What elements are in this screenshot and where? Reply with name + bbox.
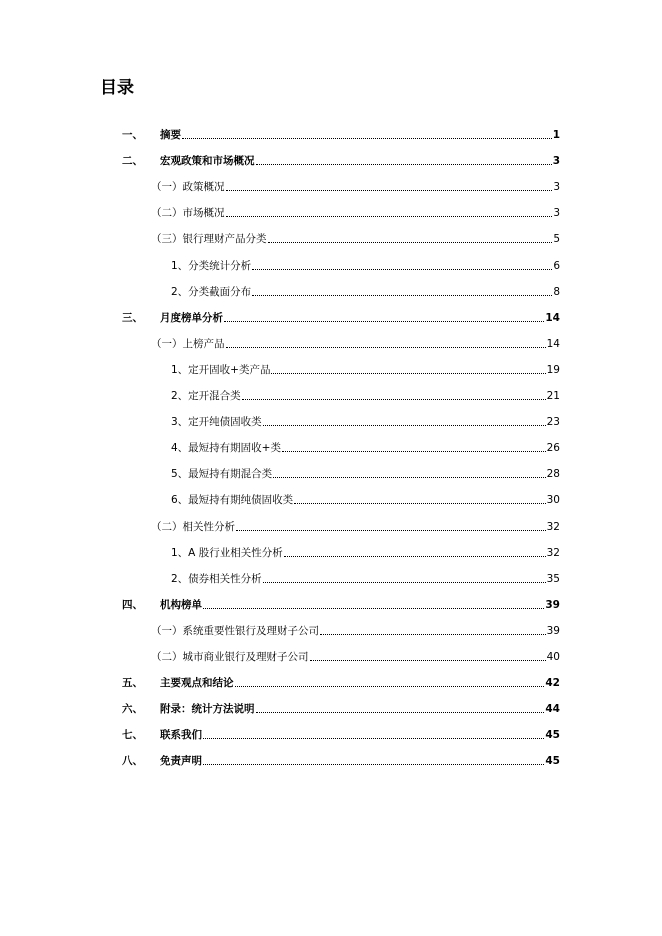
toc-entry-label: 1、定开固收+类产品	[171, 364, 271, 376]
toc-entry[interactable]	[171, 362, 560, 378]
toc-entry-label: 1、分类统计分析	[171, 260, 252, 272]
toc-entry[interactable]	[171, 284, 560, 300]
dot-leader	[203, 727, 544, 739]
dot-leader	[320, 623, 546, 635]
toc-entry-label: 1、A 股行业相关性分析	[171, 547, 283, 559]
toc-entry-label: （二）市场概况	[151, 207, 225, 219]
toc-entry-page: 42	[545, 677, 560, 689]
toc-entry-page: 3	[553, 181, 560, 193]
dot-leader	[256, 701, 545, 713]
toc-entry-page: 6	[553, 260, 560, 272]
toc-entry-label: （一）政策概况	[151, 181, 225, 193]
toc-entry[interactable]	[171, 440, 560, 456]
dot-leader	[226, 179, 553, 191]
toc-entry-label: （二）相关性分析	[151, 521, 235, 533]
toc-entry[interactable]	[171, 258, 560, 274]
toc-entry-number: 六、	[122, 703, 143, 715]
dot-leader	[273, 466, 545, 478]
toc-entry[interactable]	[151, 519, 560, 535]
toc-entry-label: （三）银行理财产品分类	[151, 233, 267, 245]
toc-entry-label: 2、分类截面分布	[171, 286, 252, 298]
dot-leader	[182, 127, 552, 139]
toc-entry-number: 一、	[122, 129, 143, 141]
toc-entry[interactable]	[151, 179, 560, 195]
toc-entry-page: 32	[546, 547, 560, 559]
toc-entry-label: 4、最短持有期固收+类	[171, 442, 281, 454]
toc-entry[interactable]	[171, 492, 560, 508]
toc-entry-page: 21	[546, 390, 560, 402]
toc-entry-label: 6、最短持有期纯债固收类	[171, 494, 294, 506]
toc-entry-page: 28	[546, 468, 560, 480]
toc-entry-number: 二、	[122, 155, 143, 167]
toc-entry-page: 32	[546, 521, 560, 533]
dot-leader	[284, 545, 546, 557]
toc-entry-label: 免责声明	[160, 755, 202, 767]
toc-entry-page: 40	[546, 651, 560, 663]
toc-entry-number: 四、	[122, 599, 143, 611]
dot-leader	[203, 753, 544, 765]
toc-entry-page: 3	[552, 155, 560, 167]
toc-entry[interactable]	[122, 675, 560, 691]
toc-entry-label: 附录：统计方法说明	[160, 703, 255, 715]
toc-entry[interactable]	[122, 753, 560, 769]
toc-entry-page: 19	[546, 364, 560, 376]
toc-entry-number: 五、	[122, 677, 143, 689]
dot-leader	[263, 571, 546, 583]
dot-leader	[203, 597, 544, 609]
toc-entry[interactable]	[122, 597, 560, 613]
toc-entry-label: 3、定开纯债固收类	[171, 416, 262, 428]
toc-entry-label: （一）上榜产品	[151, 338, 225, 350]
toc-entry[interactable]	[151, 336, 560, 352]
dot-leader	[294, 492, 545, 504]
toc-title: 目录	[100, 78, 134, 98]
toc-entry-page: 23	[546, 416, 560, 428]
dot-leader	[252, 284, 552, 296]
dot-leader	[236, 519, 546, 531]
toc-entry-page: 30	[546, 494, 560, 506]
toc-entry-label: 主要观点和结论	[160, 677, 234, 689]
toc-entry[interactable]	[151, 231, 560, 247]
toc-entry-label: 2、债券相关性分析	[171, 573, 262, 585]
toc-entry[interactable]	[122, 310, 560, 326]
dot-leader	[256, 153, 552, 165]
dot-leader	[263, 414, 546, 426]
toc-entry[interactable]	[151, 623, 560, 639]
dot-leader	[310, 649, 546, 661]
toc-entry[interactable]	[171, 466, 560, 482]
toc-entry[interactable]	[122, 127, 560, 143]
dot-leader	[226, 205, 553, 217]
toc-entry-page: 5	[553, 233, 560, 245]
toc-entry[interactable]	[171, 571, 560, 587]
dot-leader	[235, 675, 545, 687]
toc-entry[interactable]	[151, 649, 560, 665]
dot-leader	[271, 362, 545, 374]
toc-entry-page: 35	[546, 573, 560, 585]
toc-entry-number: 八、	[122, 755, 143, 767]
toc-entry-page: 14	[545, 312, 560, 324]
toc-entry-page: 39	[546, 625, 560, 637]
dot-leader	[226, 336, 546, 348]
toc-entry-label: 月度榜单分析	[160, 312, 223, 324]
toc-entry-page: 8	[553, 286, 560, 298]
toc-entry-label: 摘要	[160, 129, 181, 141]
toc-entry-page: 39	[545, 599, 560, 611]
toc-entry-page: 45	[545, 729, 560, 741]
toc-entry[interactable]	[151, 205, 560, 221]
toc-entry-page: 45	[545, 755, 560, 767]
toc-entry-label: 联系我们	[160, 729, 202, 741]
toc-entry-number: 七、	[122, 729, 143, 741]
toc-entry-label: （一）系统重要性银行及理财子公司	[151, 625, 319, 637]
toc-entry-page: 1	[552, 129, 560, 141]
toc-entry-number: 三、	[122, 312, 143, 324]
toc-entry-label: （二）城市商业银行及理财子公司	[151, 651, 309, 663]
toc-entry[interactable]	[171, 388, 560, 404]
dot-leader	[282, 440, 546, 452]
toc-entry-label: 5、最短持有期混合类	[171, 468, 273, 480]
toc-entry[interactable]	[171, 414, 560, 430]
toc-entry-label: 机构榜单	[160, 599, 202, 611]
toc-entry[interactable]	[171, 545, 560, 561]
toc-entry-label: 2、定开混合类	[171, 390, 241, 402]
toc-entry[interactable]	[122, 701, 560, 717]
dot-leader	[268, 231, 553, 243]
toc-entry-page: 44	[545, 703, 560, 715]
toc-entry[interactable]	[122, 727, 560, 743]
toc-entry-label: 宏观政策和市场概况	[160, 155, 255, 167]
dot-leader	[224, 310, 544, 322]
toc-entry-page: 3	[553, 207, 560, 219]
dot-leader	[252, 258, 552, 270]
dot-leader	[242, 388, 546, 400]
toc-entry-page: 14	[546, 338, 560, 350]
toc-entry-page: 26	[546, 442, 560, 454]
toc-entry[interactable]	[122, 153, 560, 169]
